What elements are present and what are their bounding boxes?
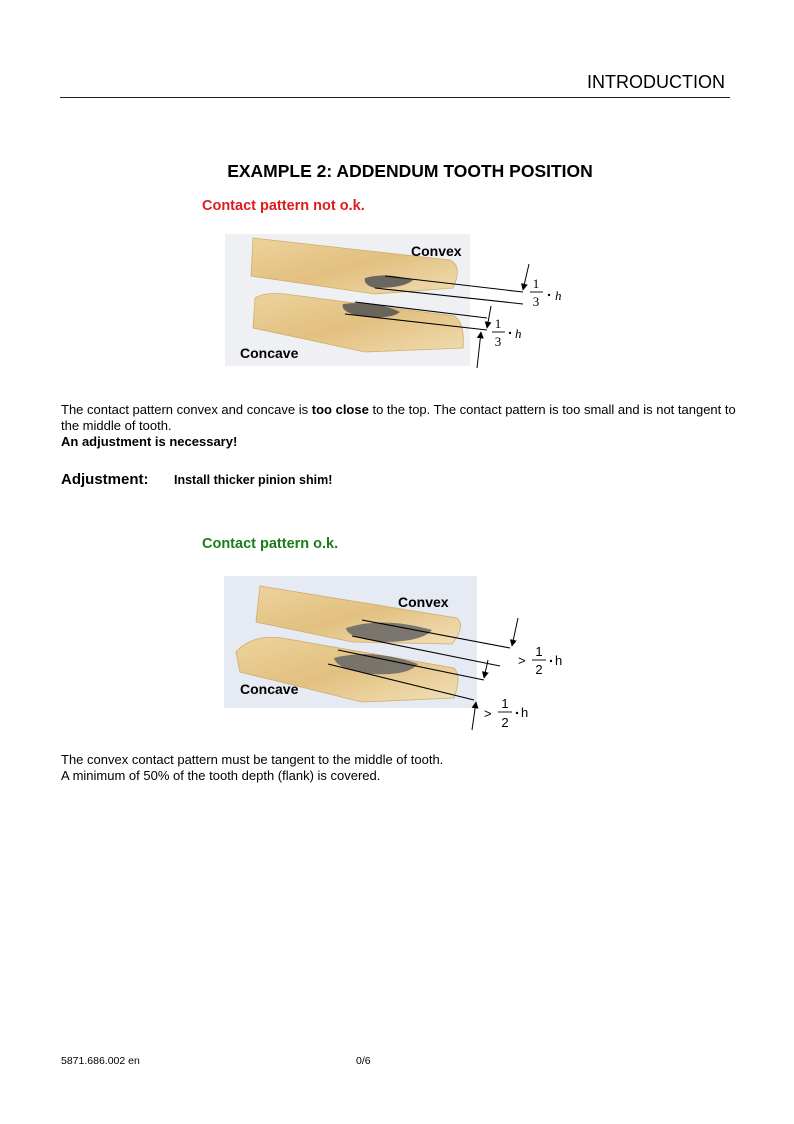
adjustment-necessary-note: An adjustment is necessary!	[61, 434, 238, 449]
tooth-diagram-ok	[222, 572, 572, 737]
svg-text:>: >	[484, 706, 492, 721]
fraction-one-third-lower	[492, 316, 522, 349]
svg-text:1: 1	[494, 316, 502, 331]
heading-contact-ok: Contact pattern o.k.	[202, 536, 339, 552]
svg-text:2: 2	[501, 715, 509, 730]
fraction-one-third-upper	[530, 276, 562, 309]
footer-doc-number: 5871.686.002 en	[61, 1055, 140, 1067]
dimension-arrow	[477, 332, 481, 368]
ok-line-2: A minimum of 50% of the tooth depth (flank) is covered.	[61, 768, 381, 783]
svg-text:1: 1	[501, 696, 509, 711]
dimension-arrow	[487, 306, 491, 328]
svg-text:3: 3	[532, 294, 540, 309]
heading-contact-not-ok: Contact pattern not o.k.	[202, 198, 365, 214]
paragraph-ok	[61, 752, 751, 784]
dimension-arrow	[512, 618, 518, 646]
svg-text:1: 1	[535, 644, 543, 659]
svg-text:h: h	[555, 653, 563, 668]
main-title: EXAMPLE 2: ADDENDUM TOOTH POSITION	[227, 161, 593, 181]
label-convex: Convex	[398, 594, 449, 610]
fraction-one-half-lower	[484, 696, 528, 730]
svg-text:2: 2	[535, 662, 543, 677]
label-concave: Concave	[240, 681, 299, 697]
svg-text:>: >	[518, 653, 526, 668]
header-title: INTRODUCTION	[587, 72, 725, 92]
dimension-arrow	[523, 264, 529, 290]
svg-text:3: 3	[494, 334, 502, 349]
header-rule	[60, 97, 730, 98]
svg-text:h: h	[521, 705, 529, 720]
svg-text:h: h	[515, 326, 522, 341]
tooth-diagram-not-ok	[225, 228, 565, 373]
adjustment-label: Adjustment:	[61, 471, 149, 488]
fraction-one-half-upper	[518, 644, 562, 677]
footer-page-number: 0/6	[356, 1055, 371, 1067]
adjustment-text: Install thicker pinion shim!	[174, 473, 333, 487]
svg-text:h: h	[555, 288, 562, 303]
label-convex: Convex	[411, 243, 462, 259]
paragraph-not-ok: The contact pattern convex and concave is too close to the top. The contact pattern is too small and is not tangent to the middle of tooth. An adjustment is necessary!	[61, 402, 736, 449]
svg-text:1: 1	[532, 276, 540, 291]
label-concave: Concave	[240, 345, 299, 361]
ok-line-1: The convex contact pattern must be tangent to the middle of tooth.	[61, 752, 444, 767]
